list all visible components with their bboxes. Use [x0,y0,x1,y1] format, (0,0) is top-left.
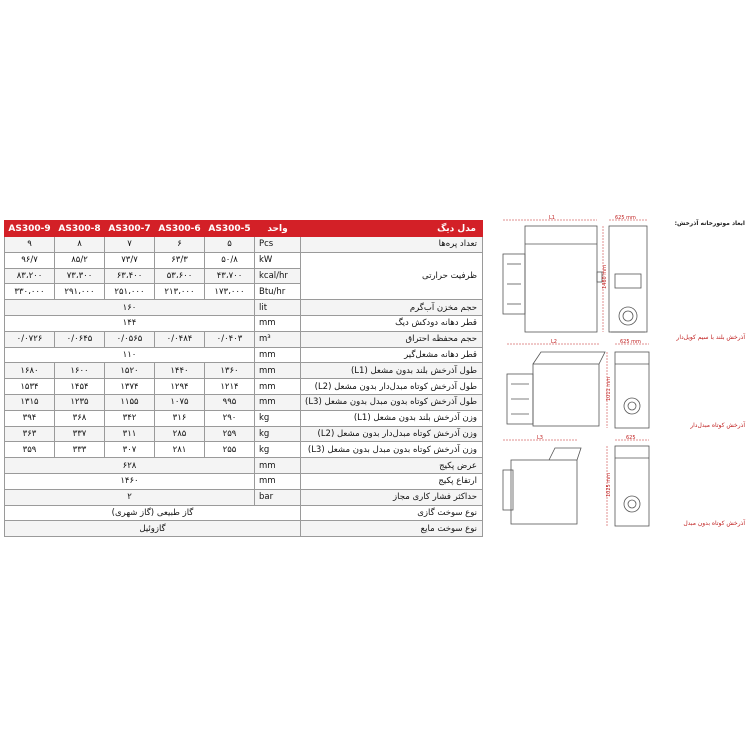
cell-kcal-7: ۶۳،۴۰۰ [105,268,155,284]
table-row [5,473,483,489]
table-row [5,379,483,395]
cell-liquid-fuel: گازوئیل [5,521,301,537]
cell-l3-5: ۹۹۵ [205,394,255,410]
cell-btu-9: ۳۳۰،۰۰۰ [5,284,55,300]
table-row [5,521,483,537]
label-long-model: آذرخش بلند با سیم کویل‌دار [676,334,745,341]
dim-width-625-a: 625 mm [615,215,636,221]
cell-l2-5: ۱۲۱۴ [205,379,255,395]
cell-w1-6: ۳۱۶ [155,410,205,426]
cell-sections-5: ۵ [205,237,255,253]
boiler-drawings [489,214,747,544]
cell-flue-diameter: ۱۴۴ [5,315,255,331]
cell-unit: lit [255,300,301,316]
cell-max-pressure: ۲ [5,489,255,505]
table-row [5,426,483,442]
cell-unit: mm [255,473,301,489]
table-row [5,505,483,521]
cell-btu-7: ۲۵۱،۰۰۰ [105,284,155,300]
cell-kw-5: ۵۰/۸ [205,252,255,268]
cell-param-label: وزن آذرخش کوتاه مبدل‌دار بدون مشعل (L2) [301,426,483,442]
table-row [5,331,483,347]
cell-w1-5: ۲۹۰ [205,410,255,426]
cell-l2-6: ۱۲۹۴ [155,379,205,395]
dim-height-1460: 1460 mm [602,264,609,290]
cell-param-label: وزن آذرخش بلند بدون مشعل (L1) [301,410,483,426]
cell-combustion-7: ۰/۰۵۶۵ [105,331,155,347]
cell-kcal-6: ۵۳،۶۰۰ [155,268,205,284]
cell-param-label: نوع سوخت گازی [301,505,483,521]
cell-unit: kg [255,410,301,426]
cell-l3-8: ۱۲۳۵ [55,394,105,410]
cell-l1-7: ۱۵۲۰ [105,363,155,379]
cell-burner-opening: ۱۱۰ [5,347,255,363]
table-row [5,347,483,363]
col-header-unit: واحد [255,221,301,237]
cell-kw-9: ۹۶/۷ [5,252,55,268]
short-exchanger-side [533,364,599,426]
dim-width-625-c: 625 [626,435,636,441]
cell-unit: mm [255,394,301,410]
table-row [5,410,483,426]
cell-unit: mm [255,379,301,395]
cell-combustion-6: ۰/۰۴۸۴ [155,331,205,347]
cell-w3-7: ۳۰۷ [105,442,155,458]
cell-sections-9: ۹ [5,237,55,253]
dim-height-1025: 1025 mm [606,472,613,498]
cell-param-label: ارتفاع پکیج [301,473,483,489]
cell-kw-6: ۶۳/۳ [155,252,205,268]
cell-l1-8: ۱۶۰۰ [55,363,105,379]
cell-unit: mm [255,347,301,363]
dim-width-625-b: 625 mm [620,339,641,345]
cell-param-label: وزن آذرخش کوتاه بدون مبدل بدون مشعل (L3) [301,442,483,458]
short-exchanger-front [615,352,649,428]
cell-l2-9: ۱۵۳۴ [5,379,55,395]
cell-combustion-8: ۰/۰۶۴۵ [55,331,105,347]
cell-kcal-9: ۸۳،۲۰۰ [5,268,55,284]
cell-unit: kW [255,252,301,268]
cell-unit: mm [255,363,301,379]
cell-l2-7: ۱۳۷۴ [105,379,155,395]
col-header-as300-8: AS300-8 [55,221,105,237]
cell-param-label: ظرفیت حرارتی [301,252,483,299]
dim-height-1011: 1011 mm [606,376,613,402]
table-header-row [5,221,483,237]
label-short-exchanger: آذرخش کوتاه مبدل‌دار [690,422,745,429]
cell-w1-8: ۳۶۸ [55,410,105,426]
cell-l1-6: ۱۴۴۰ [155,363,205,379]
cell-w1-7: ۳۴۲ [105,410,155,426]
cell-sections-6: ۶ [155,237,205,253]
cell-package-height: ۱۴۶۰ [5,473,255,489]
cell-unit: Btu/hr [255,284,301,300]
cell-w2-9: ۳۶۳ [5,426,55,442]
table-row [5,237,483,253]
cell-btu-5: ۱۷۳،۰۰۰ [205,284,255,300]
cell-w1-9: ۳۹۴ [5,410,55,426]
short-plain-side [511,460,577,524]
cell-w3-6: ۲۸۱ [155,442,205,458]
cell-w2-6: ۲۸۵ [155,426,205,442]
drawings-header: ابعاد موتورخانه آذرخش: [674,220,745,227]
table-row [5,458,483,474]
cell-w2-5: ۲۵۹ [205,426,255,442]
cell-unit: m³ [255,331,301,347]
cell-combustion-5: ۰/۰۴۰۳ [205,331,255,347]
table-row [5,315,483,331]
long-boiler-side [525,226,597,332]
cell-unit: kg [255,442,301,458]
cell-w3-5: ۲۵۵ [205,442,255,458]
table-row [5,252,483,268]
dim-l2: L2 [551,339,557,345]
table-row [5,442,483,458]
cell-param-label: طول آذرخش بلند بدون مشعل (L1) [301,363,483,379]
cell-kcal-8: ۷۳،۳۰۰ [55,268,105,284]
cell-l3-7: ۱۱۵۵ [105,394,155,410]
cell-unit: mm [255,315,301,331]
dim-l3: L3 [537,435,543,441]
cell-l3-9: ۱۳۱۵ [5,394,55,410]
cell-water-volume: ۱۶۰ [5,300,255,316]
cell-unit: kg [255,426,301,442]
table-row [5,489,483,505]
table-row [5,394,483,410]
col-header-as300-9: AS300-9 [5,221,55,237]
cell-l3-6: ۱۰۷۵ [155,394,205,410]
cell-param-label: حجم مخزن آب‌گرم [301,300,483,316]
cell-l1-5: ۱۳۶۰ [205,363,255,379]
cell-param-label: قطر دهانه دودکش دیگ [301,315,483,331]
spec-table [4,220,483,537]
cell-kw-8: ۸۵/۲ [55,252,105,268]
cell-w3-8: ۳۳۳ [55,442,105,458]
cell-param-label: تعداد پره‌ها [301,237,483,253]
label-short-plain: آذرخش کوتاه بدون مبدل [683,520,745,527]
cell-param-label: عرض پکیج [301,458,483,474]
cell-sections-7: ۷ [105,237,155,253]
cell-package-width: ۶۲۸ [5,458,255,474]
cell-unit: bar [255,489,301,505]
cell-w3-9: ۳۵۹ [5,442,55,458]
table-row [5,363,483,379]
cell-param-label: حجم محفظه احتراق [301,331,483,347]
cell-combustion-9: ۰/۰۷۲۶ [5,331,55,347]
cell-w2-7: ۳۱۱ [105,426,155,442]
col-header-model: مدل دیگ [301,221,483,237]
cell-unit: Pcs [255,237,301,253]
cell-sections-8: ۸ [55,237,105,253]
cell-btu-6: ۲۱۳،۰۰۰ [155,284,205,300]
cell-unit: kcal/hr [255,268,301,284]
cell-btu-8: ۲۹۱،۰۰۰ [55,284,105,300]
cell-param-label: طول آذرخش کوتاه بدون مبدل بدون مشعل (L3) [301,394,483,410]
col-header-as300-7: AS300-7 [105,221,155,237]
cell-unit: mm [255,458,301,474]
cell-kw-7: ۷۳/۷ [105,252,155,268]
cell-param-label: حداکثر فشار کاری مجاز [301,489,483,505]
cell-param-label: قطر دهانه مشعل‌گیر [301,347,483,363]
cell-param-label: طول آذرخش کوتاه مبدل‌دار بدون مشعل (L2) [301,379,483,395]
table-row [5,300,483,316]
col-header-as300-6: AS300-6 [155,221,205,237]
boiler-drawings-svg [489,214,747,544]
cell-l1-9: ۱۶۸۰ [5,363,55,379]
cell-param-label: نوع سوخت مایع [301,521,483,537]
dim-l1: L1 [549,215,555,221]
cell-w2-8: ۳۳۷ [55,426,105,442]
cell-kcal-5: ۴۳،۷۰۰ [205,268,255,284]
cell-l2-8: ۱۴۵۴ [55,379,105,395]
col-header-as300-5: AS300-5 [205,221,255,237]
cell-gas-fuel: گاز طبیعی (گاز شهری) [5,505,301,521]
